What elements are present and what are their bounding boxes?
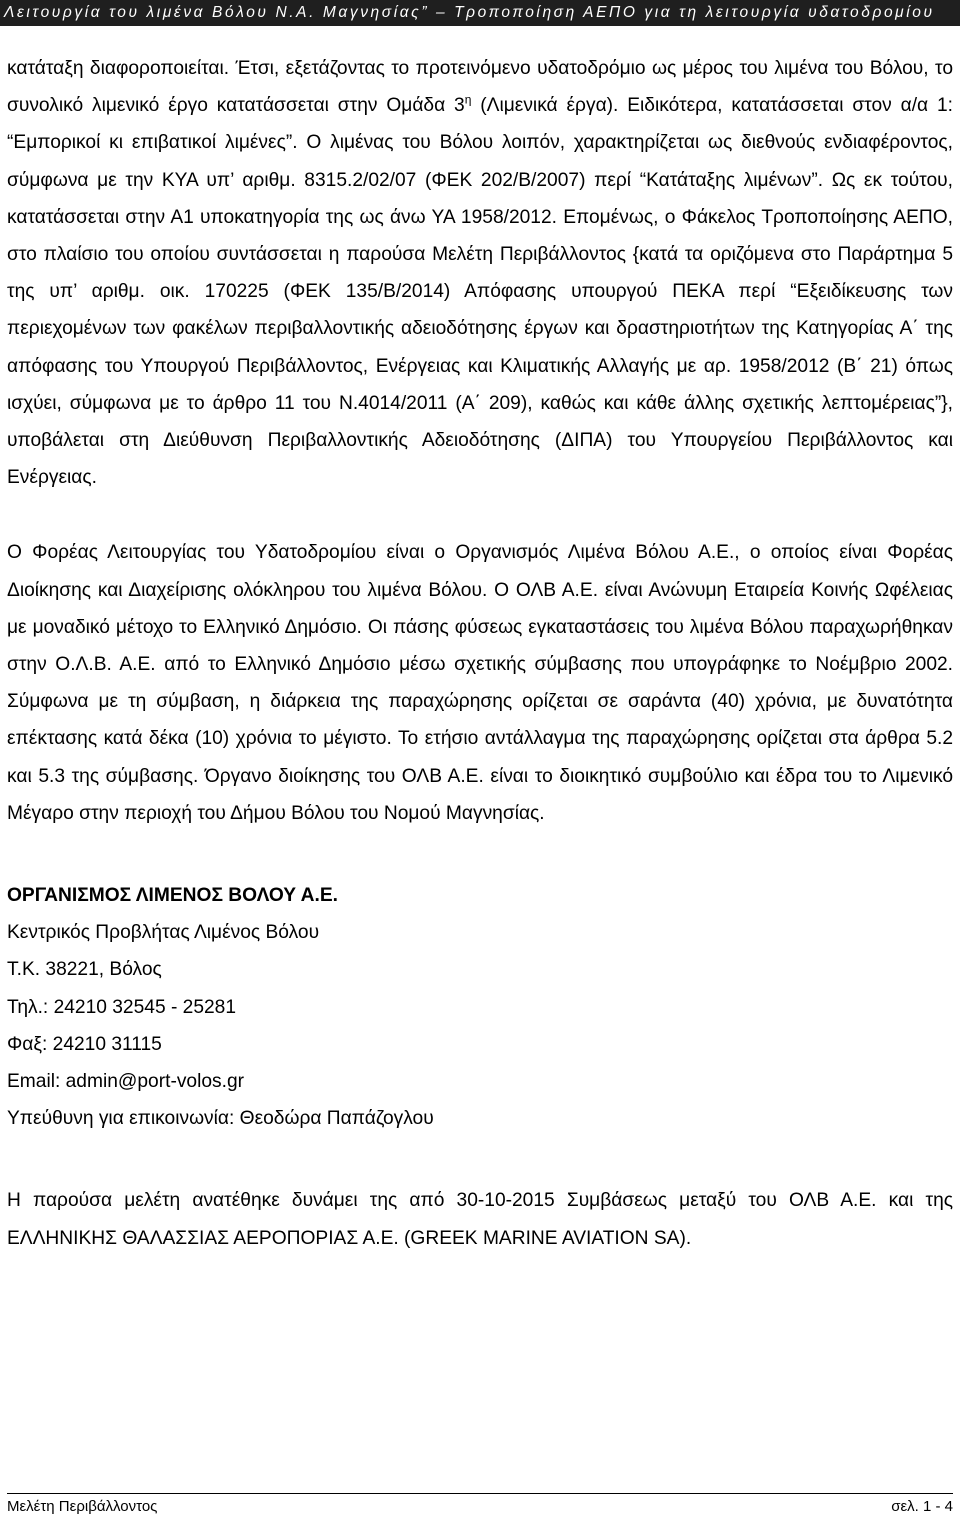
organization-postal-code: Τ.Κ. 38221, Βόλος xyxy=(7,959,162,981)
paragraph-contract: Η παρούσα μελέτη ανατέθηκε δυνάμει της από 30-10-2015 Συμβάσεως μεταξύ του ΟΛΒ Α.Ε. και της ΕΛΛΗΝΙΚΗΣ ΘΑΛΑΣΣΙΑΣ ΑΕΡΟΠΟΡΙΑΣ Α.Ε. (GREEK MARINE AVIATION SA). xyxy=(7,1190,953,1249)
organization-phone: Τηλ.: 24210 32545 - 25281 xyxy=(7,996,237,1018)
organization-address: Κεντρικός Προβλήτας Λιμένος Βόλου xyxy=(7,922,320,944)
footer-page-number: σελ. 1 - 4 xyxy=(891,1498,953,1515)
section-spacer xyxy=(7,832,953,877)
paragraph-operator: Ο Φορέας Λειτουργίας του Υδατοδρομίου είναι ο Οργανισμός Λιμένα Βόλου Α.Ε., ο οποίος είναι Φορέας Διοίκησης και Διαχείρισης ολόκληρου του λιμένα Βόλου. Ο ΟΛΒ Α.Ε. είναι Ανώνυμη Εταιρεία Κοινής Ωφέλειας με μοναδικό μέτοχο το Ελληνικό Δημόσιο. Οι πάσης φύσεως εγκαταστάσεις του λιμένα Βόλου παραχωρήθηκαν στην Ο.Λ.Β. Α.Ε. από το Ελληνικό Δημόσιο μέσω σχετικής σύμβασης που υπογράφηκε το Νοέμβριο 2002. Σύμφωνα με τη σύμβαση, η διάρκεια της παραχώρησης ορίζεται σε σαράντα (40) χρόνια, με δυνατότητα επέκτασης κατά δέκα (10) χρόνια το μέγιστο. Το ετήσιο αντάλλαγμα της παραχώρησης ορίζεται στα άρθρα 5.2 και 5.3 της σύμβασης. Όργανο διοίκησης του ΟΛΒ Α.Ε. είναι το διοικητικό συμβούλιο και έδρα του το Λιμενικό Μέγαρο στην περιοχή του Δήμου Βόλου του Νομού Μαγνησίας. xyxy=(7,542,953,824)
running-header xyxy=(0,0,960,26)
footer-document-title: Μελέτη Περιβάλλοντος xyxy=(7,1498,158,1515)
document-body xyxy=(7,50,953,1257)
page-footer xyxy=(7,1497,953,1517)
paragraph-classification-text-end: (Λιμενικά έργα). Ειδικότερα, κατατάσσεται στον α/α 1: “Εμπορικοί κι επιβατικοί λιμένες”. Ο λιμένας του Βόλου λοιπόν, χαρακτηρίζεται ως διεθνούς ενδιαφέροντος, σύμφωνα με την ΚΥΑ υπ’ αριθμ. 8315.2/02/07 (ΦΕΚ 202/Β/2007) περί “Κατάταξης λιμένων”. Ως εκ τούτου, κατατάσσεται στην Α1 υποκατηγορία της ως άνω ΥΑ 1958/2012. Επομένως, ο Φάκελος Τροποποίησης ΑΕΠΟ, στο πλαίσιο του οποίου συντάσσεται η παρούσα Μελέτη Περιβάλλοντος {κατά τα οριζόμενα στο Παράρτημα 5 της υπ’ αριθμ. οικ. 170225 (ΦΕΚ 135/Β/2014) Απόφασης υπουργού ΠΕΚΑ περί “Εξειδίκευσης των περιεχομένων των φακέλων περιβαλλοντικής αδειοδότησης έργων και δραστηριοτήτων της Κατηγορίας Α΄ της απόφασης του Υπουργού Περιβάλλοντος, Ενέργειας και Κλιματικής Αλλαγής με αρ. 1958/2012 (Β΄ 21) όπως ισχύει, σύμφωνα με το άρθρο 11 του Ν.4014/2011 (Α΄ 209), καθώς και κάθε άλλης σχετικής λεπτομέρειας”}, υποβάλεται στη Διεύθυνση Περιβαλλοντικής Αδειοδότησης (ΔΙΠΑ) του Υπουργείου Περιβάλλοντος και Ενέργειας. xyxy=(7,95,953,489)
section-spacer xyxy=(7,1137,953,1182)
organization-fax: Φαξ: 24210 31115 xyxy=(7,1033,162,1055)
organization-name: ΟΡΓΑΝΙΣΜΟΣ ΛΙΜΕΝΟΣ ΒΟΛΟΥ Α.Ε. xyxy=(7,885,338,907)
organization-email: Email: admin@port-volos.gr xyxy=(7,1071,245,1093)
organization-contact-person: Υπεύθυνη για επικοινωνία: Θεοδώρα Παπάζογλου xyxy=(7,1108,434,1130)
superscript-eta: η xyxy=(464,92,472,107)
organization-contact-block xyxy=(7,877,953,1137)
running-header-title: Λειτουργία του λιμένα Βόλου Ν.Α. Μαγνησίας” – Τροποποίηση ΑΕΠΟ για τη λειτουργία υδατοδρομίου xyxy=(4,4,935,21)
paragraph-classification-text-start: κατάταξη διαφοροποιείται. Έτσι, εξετάζοντας το προτεινόμενο υδατοδρόμιο ως μέρος του λιμένα του Βόλου, το συνολικό λιμενικό έργο κατατάσσεται στην Ομάδα 3 xyxy=(7,58,953,117)
footer-divider xyxy=(7,1493,953,1494)
paragraph-classification xyxy=(7,50,953,496)
paragraph-spacer xyxy=(7,496,953,534)
